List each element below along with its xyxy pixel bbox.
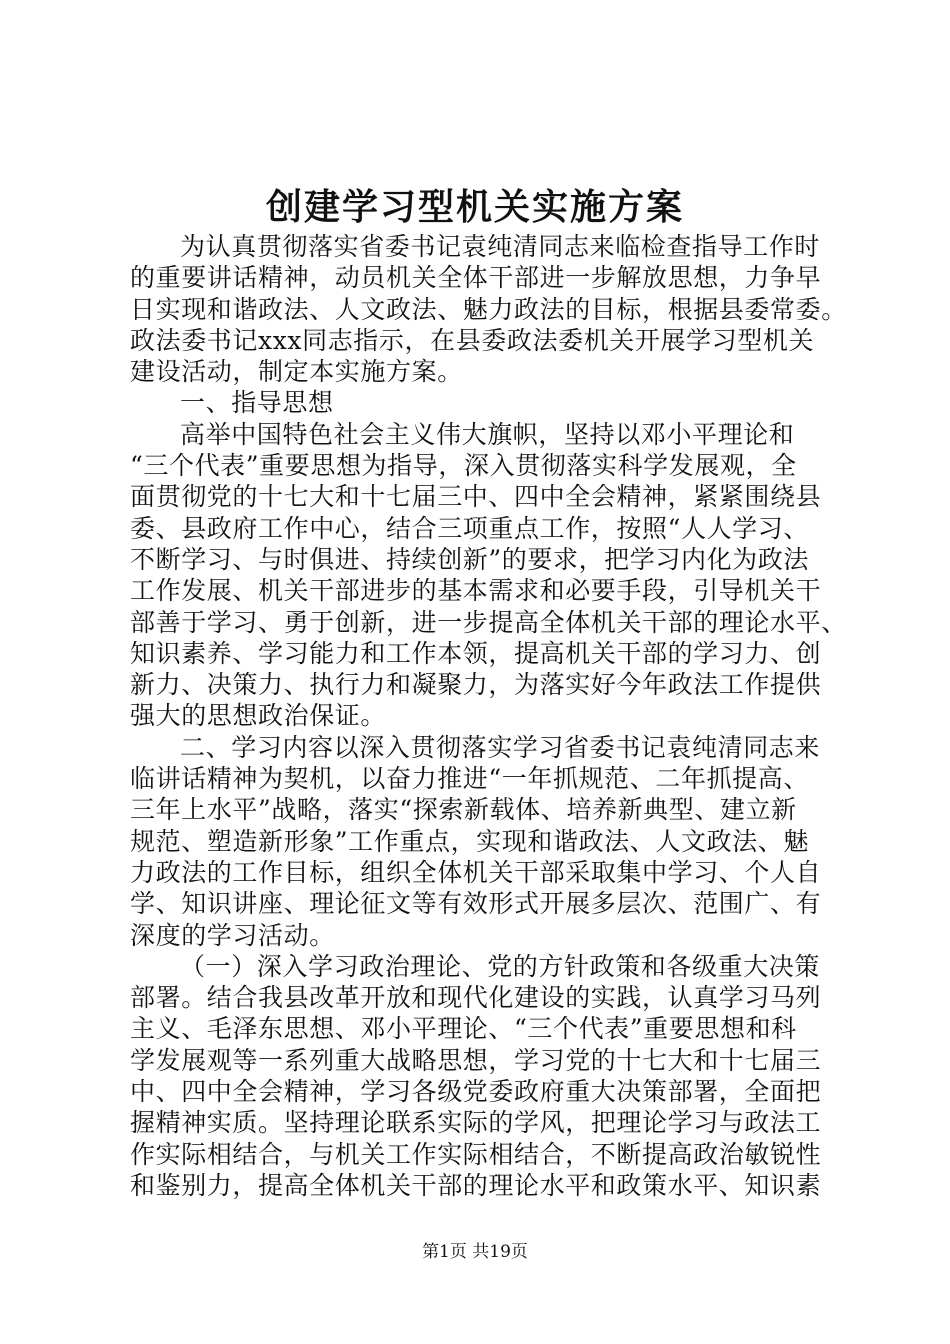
body-line: 为认真贯彻落实省委书记袁纯清同志来临检查指导工作时 (180, 232, 821, 261)
body-line: 深度的学习活动。 (130, 920, 335, 950)
document-title: 创建学习型机关实施方案 (265, 186, 684, 228)
body-line: 强大的思想政治保证。 (130, 701, 387, 731)
body-line: 和鉴别力，提高全体机关干部的理论水平和政策水平、知识素 (130, 1170, 822, 1200)
subsection-heading: （一）深入学习政治理论、党的方针政策和各级重大决策 (180, 951, 821, 981)
body-line: 日实现和谐政法、人文政法、魅力政法的目标，根据县委常委。 (130, 294, 847, 324)
body-line: 不断学习、与时俱进、持续创新”的要求，把学习内化为政法 (130, 544, 809, 574)
body-line: 面贯彻党的十七大和十七届三中、四中全会精神，紧紧围绕县 (130, 482, 822, 512)
body-line: 学、知识讲座、理论征文等有效形式开展多层次、范围广、有 (130, 889, 822, 919)
body-line: 临讲话精神为契机，以奋力推进“一年抓规范、二年抓提高、 (130, 764, 809, 794)
body-line: 高举中国特色社会主义伟大旗帜，坚持以邓小平理论和 (180, 419, 795, 449)
body-line: 握精神实质。坚持理论联系实际的学风，把理论学习与政法工 (130, 1108, 822, 1138)
body-line: 政法委书记xxx同志指示，在县委政法委机关开展学习型机关 (130, 325, 815, 355)
page-footer: 第1页 共19页 (422, 1242, 528, 1262)
body-line: 作实际相结合，与机关工作实际相结合，不断提高政治敏锐性 (130, 1139, 822, 1169)
body-line: 部署。结合我县改革开放和现代化建设的实践，认真学习马列 (130, 983, 822, 1013)
body-line: “三个代表”重要思想为指导，深入贯彻落实科学发展观，全 (130, 451, 797, 481)
body-line: 中、四中全会精神，学习各级党委政府重大决策部署，全面把 (130, 1077, 822, 1107)
section-heading: 二、学习内容以深入贯彻落实学习省委书记袁纯清同志来 (180, 732, 821, 762)
document-body (130, 231, 847, 1201)
section-heading: 一、指导思想 (180, 388, 334, 418)
body-line: 工作发展、机关干部进步的基本需求和必要手段，引导机关干 (130, 576, 822, 606)
body-line: 的重要讲话精神，动员机关全体干部进一步解放思想，力争早 (130, 263, 822, 293)
body-line: 建设活动，制定本实施方案。 (130, 357, 463, 387)
body-line: 新力、决策力、执行力和凝聚力，为落实好今年政法工作提供 (130, 670, 822, 700)
body-line: 委、县政府工作中心，结合三项重点工作，按照“人人学习、 (130, 513, 809, 543)
body-line: 三年上水平”战略，落实“探索新载体、培养新典型、建立新 (130, 795, 797, 825)
body-line: 规范、塑造新形象”工作重点，实现和谐政法、人文政法、魅 (130, 826, 809, 856)
body-line: 力政法的工作目标，组织全体机关干部采取集中学习、个人自 (130, 857, 822, 887)
body-line: 部善于学习、勇于创新，进一步提高全体机关干部的理论水平、 (130, 607, 847, 637)
body-line: 学发展观等一系列重大战略思想，学习党的十七大和十七届三 (130, 1045, 822, 1075)
body-line: 知识素养、学习能力和工作本领，提高机关干部的学习力、创 (130, 638, 822, 668)
body-line: 主义、毛泽东思想、邓小平理论、“三个代表”重要思想和科 (130, 1014, 797, 1044)
